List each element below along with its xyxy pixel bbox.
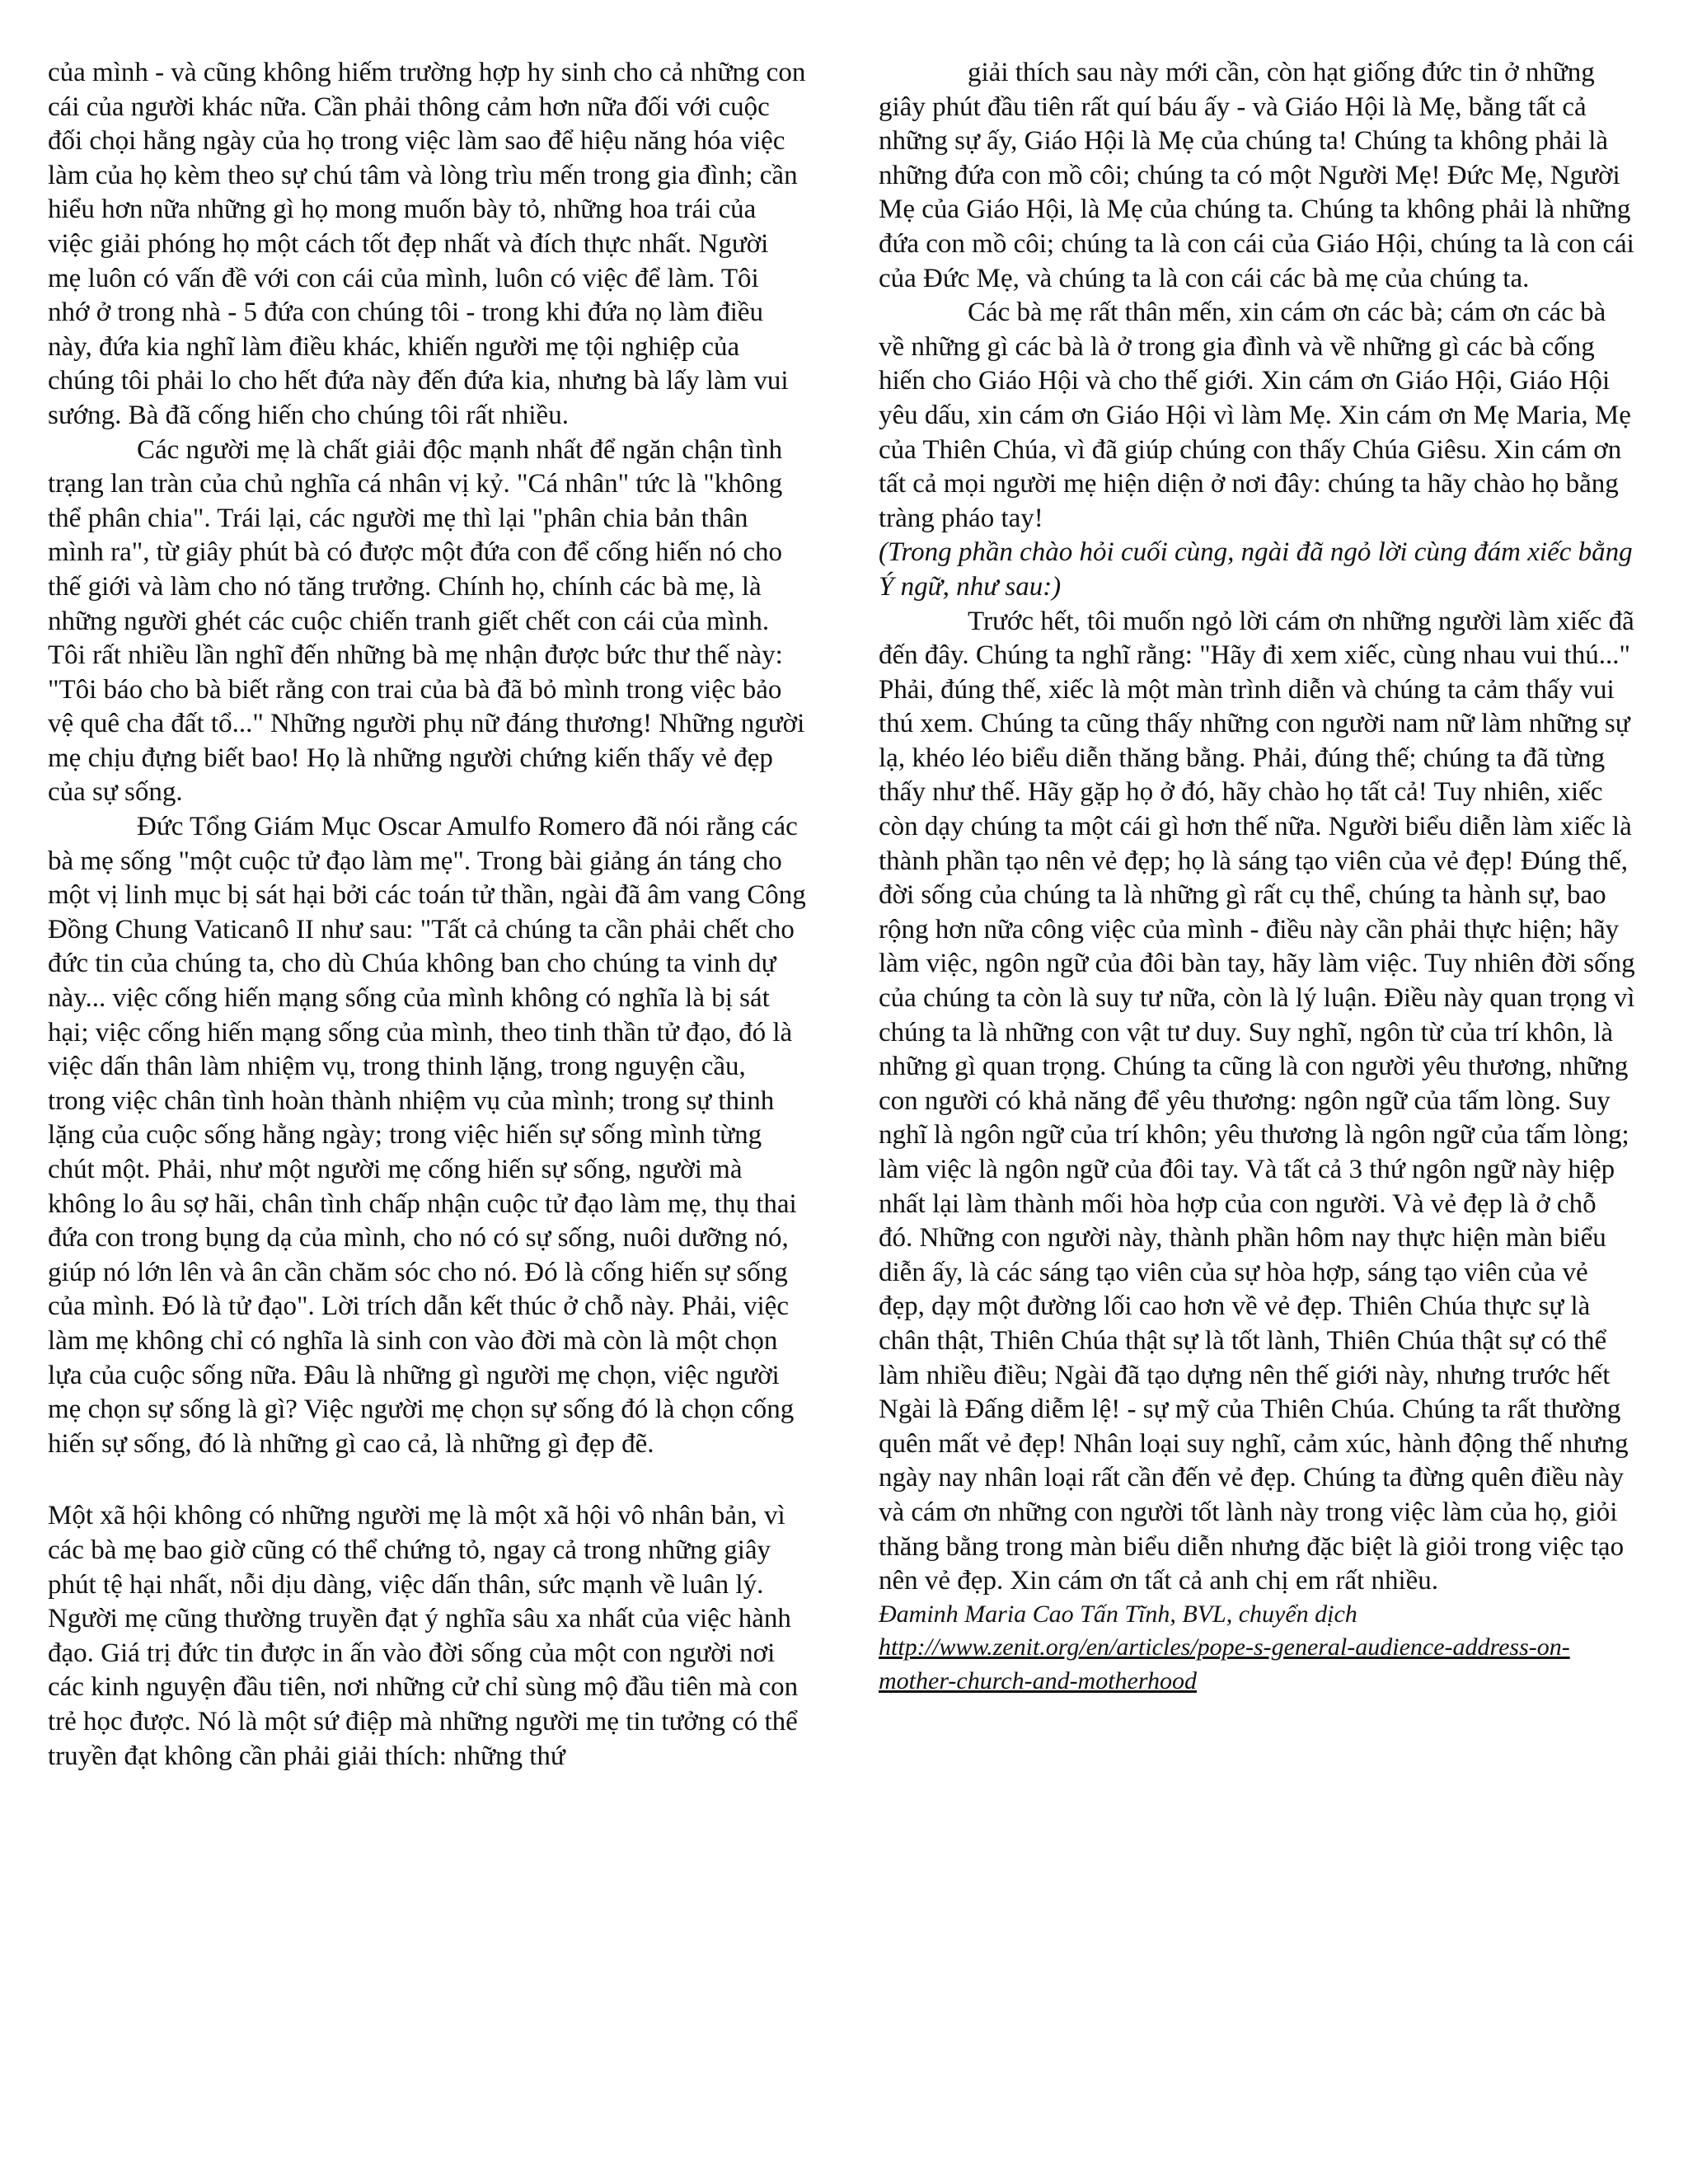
paragraph-romero-quote: Đức Tổng Giám Mục Oscar Amulfo Romero đã nói rằng các bà mẹ sống "một cuộc tử đạo làm mẹ". Trong bài giảng án táng cho một vị linh mục bị sát hại bởi các toán tử thần, ngài đã âm vang Công Đồng Chung Vaticanô II như sau: "Tất cả chúng ta cần phải chết cho đức tin của chúng ta, cho dù Chúa không ban cho chúng ta vinh dự này... việc cống hiến mạng sống của mình không có nghĩa là bị sát hại; việc cống hiến mạng sống của mình, theo tinh thần tử đạo, đó là việc dấn thân làm nhiệm vụ, trong thinh lặng, trong nguyện cầu, trong việc chân tình hoàn thành nhiệm vụ của mình; trong sự thinh lặng của cuộc sống hằng ngày; trong việc hiến sự sống mình từng chút một. Phải, như một người mẹ cống hiến sự sống, người mà không lo âu sợ hãi, chân tình chấp nhận cuộc tử đạo làm mẹ, thụ thai đứa con trong bụng dạ của mình, cho nó có sự sống, nuôi dưỡng nó, giúp nó lớn lên và ân cần chăm sóc cho nó. Đó là cống hiến sự sống của mình. Đó là tử đạo". Lời trích dẫn kết thúc ở chỗ này. Phải, việc làm mẹ không chỉ có nghĩa là sinh con vào đời mà còn là một chọn lựa của cuộc sống nữa. Đâu là những gì người mẹ chọn, việc người mẹ chọn sự sống là gì? Việc người mẹ chọn sự sống đó là chọn cống hiến sự sống, đó là những gì cao cả, là những gì đẹp đẽ. xyxy=(48,812,806,1459)
source-link[interactable]: http://www.zenit.org/en/articles/pope-s-general-audience-address-on-mother-church-and-motherhood xyxy=(879,1633,1570,1695)
italic-note: (Trong phần chào hỏi cuối cùng, ngài đã ngỏ lời cùng đám xiếc bằng Ý ngữ, như sau:) xyxy=(879,537,1633,602)
paragraph-continuation: của mình - và cũng không hiếm trường hợp hy sinh cho cả những con cái của người khác nữa. Cần phải thông cảm hơn nữa đối với cuộc đối chọi hằng ngày của họ trong việc làm sao để hiệu năng hóa việc làm của họ kèm theo sự chú tâm và lòng trìu mến trong gia đình; cần hiểu hơn nữa những gì họ mong muốn bày tỏ, những hoa trái của việc giải phóng họ một cách tốt đẹp nhất và đích thực nhất. Người mẹ luôn có vấn đề với con cái của mình, luôn có việc để làm. Tôi nhớ ở trong nhà - 5 đứa con chúng tôi - trong khi đứa nọ làm điều này, đứa kia nghĩ làm điều khác, khiến người mẹ tội nghiệp của chúng tôi phải lo cho hết đứa này đến đứa kia, nhưng bà lấy làm vui sướng. Bà đã cống hiến cho chúng tôi rất nhiều. xyxy=(48,58,806,430)
left-column xyxy=(48,56,806,1774)
paragraph-mothers-antidote: Các người mẹ là chất giải độc mạnh nhất để ngăn chận tình trạng lan tràn của chủ nghĩa cá nhân vị kỷ. "Cá nhân" tức là "không thể phân chia". Trái lại, các người mẹ thì lại "phân chia bản thân mình ra", từ giây phút bà có được một đứa con để cống hiến nó cho thế giới và làm cho nó tăng trưởng. Chính họ, chính các bà mẹ, là những người ghét các cuộc chiến tranh giết chết con cái của mình. Tôi rất nhiều lần nghĩ đến những bà mẹ nhận được bức thư thế này: "Tôi báo cho bà biết rằng con trai của bà đã bỏ mình trong việc bảo vệ quê cha đất tổ..." Những người phụ nữ đáng thương! Những người mẹ chịu đựng biết bao! Họ là những người chứng kiến thấy vẻ đẹp của sự sống. xyxy=(48,434,805,808)
paragraph-society-without-mothers: Một xã hội không có những người mẹ là một xã hội vô nhân bản, vì các bà mẹ bao giờ cũng có thể chứng tỏ, ngay cả trong những giây phút tệ hại nhất, nỗi dịu dàng, việc dấn thân, sức mạnh về luân lý. Người mẹ cũng thường truyền đạt ý nghĩa sâu xa nhất của việc hành đạo. Giá trị đức tin được in ấn vào đời sống của một con người nơi các kinh nguyện đầu tiên, nơi những cử chỉ sùng mộ đầu tiên mà con trẻ học được. Nó là một sứ điệp mà những người mẹ tin tưởng có thể truyền đạt không cần phải giải thích: những thứ xyxy=(48,1501,799,1771)
paragraph-church-mother: giải thích sau này mới cần, còn hạt giống đức tin ở những giây phút đầu tiên rất quí báu ấy - và Giáo Hội là Mẹ, bằng tất cả những sự ấy, Giáo Hội là Mẹ của chúng ta! Chúng ta không phải là những đứa con mồ côi; chúng ta có một Người Mẹ! Đức Mẹ, Người Mẹ của Giáo Hội, là Mẹ của chúng ta. Chúng ta không phải là những đứa con mồ côi; chúng ta là con cái của Giáo Hội, chúng ta là con cái của Đức Mẹ, và chúng ta là con cái các bà mẹ của chúng ta. xyxy=(879,58,1634,293)
paragraph-circus-address: Trước hết, tôi muốn ngỏ lời cám ơn những người làm xiếc đã đến đây. Chúng ta nghĩ rằng: "Hãy đi xem xiếc, cùng nhau vui thú..." Phải, đúng thế, xiếc là một màn trình diễn và chúng ta cảm thấy vui thú xem. Chúng ta cũng thấy những con người nam nữ làm những sự lạ, khéo léo biểu diễn thăng bằng. Phải, đúng thế; chúng ta đã từng thấy như thế. Hãy gặp họ ở đó, hãy chào họ tất cả! Tuy nhiên, xiếc còn dạy chúng ta một cái gì hơn thế nữa. Người biểu diễn làm xiếc là thành phần tạo nên vẻ đẹp; họ là sáng tạo viên của vẻ đẹp! Đúng thế, đời sống của chúng ta là những gì rất cụ thể, chúng ta hành sự, bao rộng hơn nữa công việc của mình - điều này cần phải thực hiện; hãy làm việc, ngôn ngữ của đôi bàn tay, hãy làm việc. Tuy nhiên đời sống của chúng ta còn là suy tư nữa, còn là lý luận. Điều này quan trọng vì chúng ta là những con vật tư duy. Suy nghĩ, ngôn từ của trí khôn, là những gì quan trọng. Chúng ta cũng là con người yêu thương, những con người có khả năng để yêu thương: ngôn ngữ của tấm lòng. Suy nghĩ là ngôn ngữ của trí khôn; yêu thương là ngôn ngữ của tấm lòng; làm việc là ngôn ngữ của đôi tay. Và tất cả 3 thứ ngôn ngữ này hiệp nhất lại làm thành mối hòa hợp của con người. Và vẻ đẹp là ở chỗ đó. Những con người này, thành phần hôm nay thực hiện màn biểu diễn ấy, là các sáng tạo viên của sự hòa hợp, sáng tạo viên của vẻ đẹp, dạy một đường lối cao hơn về vẻ đẹp. Thiên Chúa thực sự là chân thật, Thiên Chúa thật sự là tốt lành, Thiên Chúa thật sự có thể làm nhiều điều; Ngài đã tạo dựng nên thế giới này, nhưng trước hết Ngài là Đấng diễm lệ! - sự mỹ của Thiên Chúa. Chúng ta rất thường quên mất vẻ đẹp! Nhân loại suy nghĩ, cảm xúc, hành động thế nhưng ngày nay nhân loại rất cần đến vẻ đẹp. Chúng ta đừng quên điều này và cám ơn những con người tốt lành này trong việc làm của họ, giỏi thăng bằng trong màn biểu diễn nhưng đặc biệt là giỏi trong việc tạo nên vẻ đẹp. Xin cám ơn tất cả anh chị em rất nhiều. xyxy=(879,606,1635,1596)
paragraph-gap xyxy=(48,1461,806,1499)
translator-credit: Đaminh Maria Cao Tấn Tĩnh, BVL, chuyển dịch xyxy=(879,1600,1357,1628)
paragraph-thanks-mothers: Các bà mẹ rất thân mến, xin cám ơn các bà; cám ơn các bà về những gì các bà là ở trong gia đình và về những gì các bà cống hiến cho Giáo Hội và cho thế giới. Xin cám ơn Giáo Hội, Giáo Hội yêu dấu, xin cám ơn Giáo Hội vì làm Mẹ. Xin cám ơn Mẹ Maria, Mẹ của Thiên Chúa, vì đã giúp chúng con thấy Chúa Giêsu. Xin cám ơn tất cả mọi người mẹ hiện diện ở nơi đây: chúng ta hãy chào họ bằng tràng pháo tay! xyxy=(879,298,1631,533)
right-column xyxy=(879,56,1635,1699)
